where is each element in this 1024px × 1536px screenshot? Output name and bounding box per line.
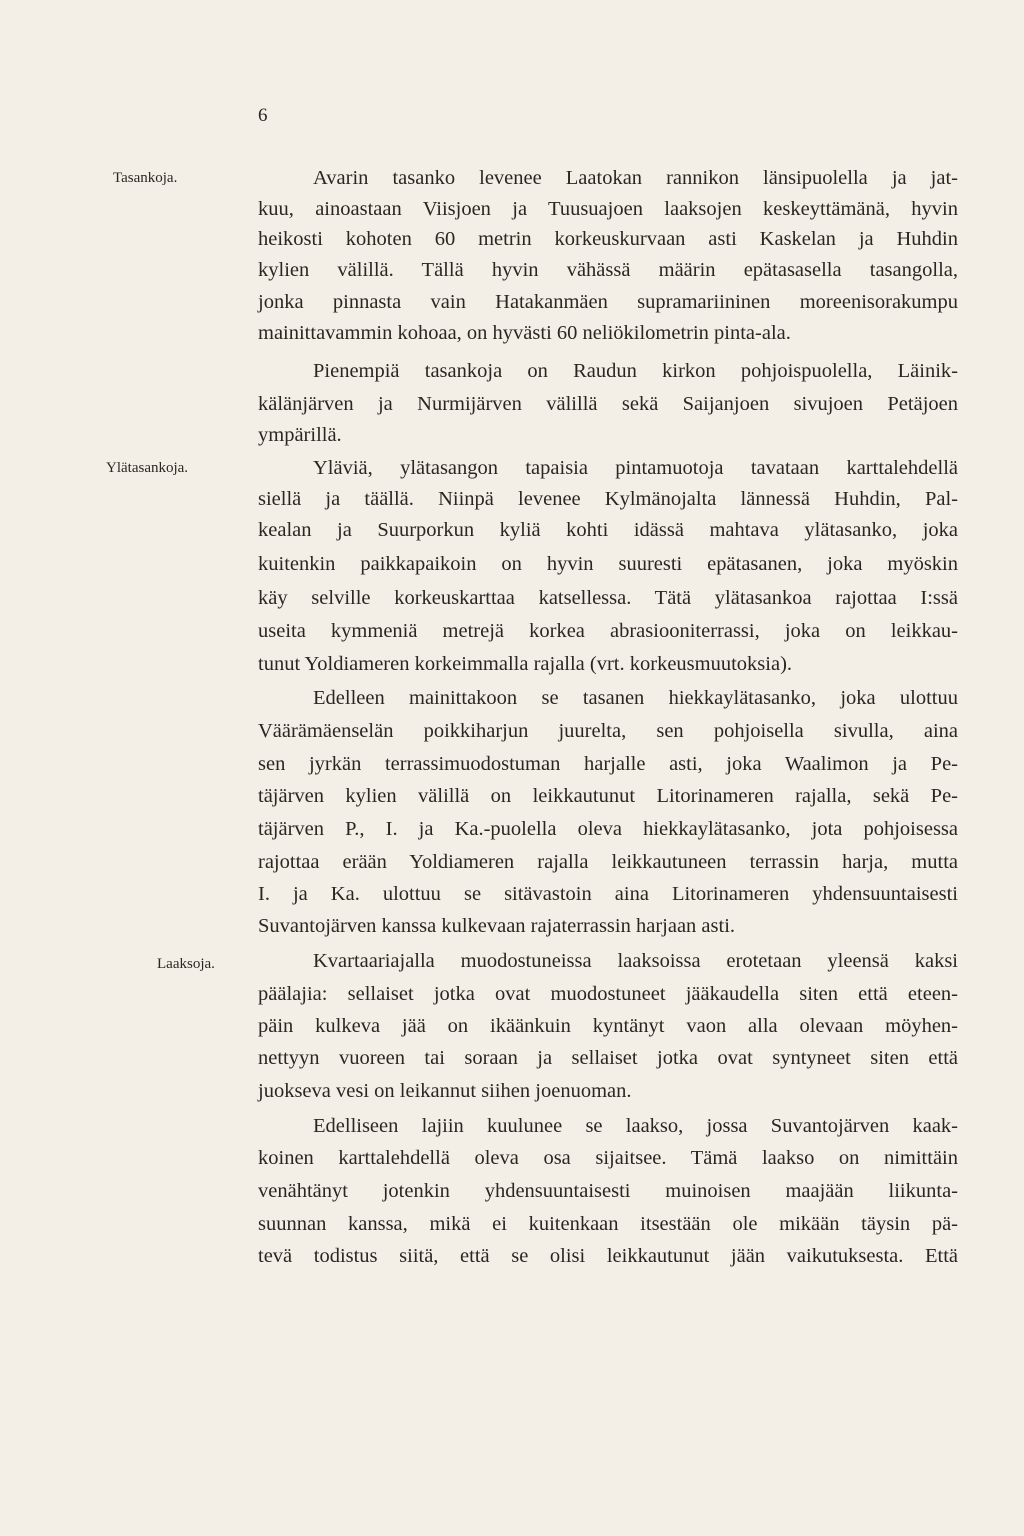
text-line: mainittavammin kohoaa, on hyvästi 60 neliökilometrin pinta-ala. xyxy=(258,322,791,344)
page-number: 6 xyxy=(258,105,268,126)
text-line: kuu, ainoastaan Viisjoen ja Tuusuajoen laaksojen keskeyttämänä, hyvin xyxy=(258,198,958,220)
text-line: Edelleen mainittakoon se tasanen hiekkaylätasanko, joka ulottuu xyxy=(313,687,958,709)
text-line: kuitenkin paikkapaikoin on hyvin suuresti epätasanen, joka myöskin xyxy=(258,553,958,575)
margin-note-laaksoja: Laaksoja. xyxy=(157,956,215,972)
text-line: päälajia: sellaiset jotka ovat muodostuneet jääkaudella siten että eteen- xyxy=(258,983,958,1005)
text-line: juokseva vesi on leikannut siihen joenuoman. xyxy=(258,1080,632,1102)
text-line: useita kymmeniä metrejä korkea abrasiooniterrassi, joka on leikkau- xyxy=(258,620,958,642)
text-line: venähtänyt jotenkin yhdensuuntaisesti muinoisen maajään liikunta- xyxy=(258,1180,958,1202)
text-line: käy selville korkeuskarttaa katsellessa. Tätä ylätasankoa rajottaa I:ssä xyxy=(258,587,958,609)
text-line: heikosti kohoten 60 metrin korkeuskurvaan asti Kaskelan ja Huhdin xyxy=(258,228,958,250)
text-line: päin kulkeva jää on ikäänkuin kyntänyt vaon alla olevaan möyhen- xyxy=(258,1015,958,1037)
text-line: Pienempiä tasankoja on Raudun kirkon pohjoispuolella, Läinik- xyxy=(313,360,958,382)
text-line: Kvartaariajalla muodostuneissa laaksoissa erotetaan yleensä kaksi xyxy=(313,950,958,972)
text-line: Suvantojärven kanssa kulkevaan rajaterrassin harjaan asti. xyxy=(258,915,736,937)
text-line: sen jyrkän terrassimuodostuman harjalle asti, joka Waalimon ja Pe- xyxy=(258,753,958,775)
text-line: siellä ja täällä. Niinpä levenee Kylmänojalta lännessä Huhdin, Pal- xyxy=(258,488,958,510)
text-line: täjärven kylien välillä on leikkautunut Litorinameren rajalla, sekä Pe- xyxy=(258,785,958,807)
text-line: suunnan kanssa, mikä ei kuitenkaan itsestään ole mikään täysin pä- xyxy=(258,1213,958,1235)
text-line: tevä todistus siitä, että se olisi leikkautunut jään vaikutuksesta. Että xyxy=(258,1245,958,1267)
text-line: Edelliseen lajiin kuulunee se laakso, jossa Suvantojärven kaak- xyxy=(313,1115,958,1137)
text-line: kylien välillä. Tällä hyvin vähässä määrin epätasasella tasangolla, xyxy=(258,259,958,281)
text-line: Avarin tasanko levenee Laatokan rannikon länsipuolella ja jat- xyxy=(313,167,958,189)
margin-note-ylatasankoja: Ylätasankoja. xyxy=(106,460,189,476)
text-line: ympärillä. xyxy=(258,424,342,446)
text-line: tunut Yoldiameren korkeimmalla rajalla (vrt. korkeusmuutoksia). xyxy=(258,653,793,675)
text-line: Väärämäenselän poikkiharjun juurelta, sen pohjoisella sivulla, aina xyxy=(258,720,958,742)
text-line: kälänjärven ja Nurmijärven välillä sekä Saijanjoen sivujoen Petäjoen xyxy=(258,393,958,415)
text-line: täjärven P., I. ja Ka.-puolella oleva hiekkaylätasanko, jota pohjoisessa xyxy=(258,818,958,840)
text-line: koinen karttalehdellä oleva osa sijaitsee. Tämä laakso on nimittäin xyxy=(258,1147,958,1169)
text-line: Yläviä, ylätasangon tapaisia pintamuotoja tavataan karttalehdellä xyxy=(313,457,958,479)
margin-note-tasankoja: Tasankoja. xyxy=(113,170,178,186)
text-line: kealan ja Suurporkun kyliä kohti idässä mahtava ylätasanko, joka xyxy=(258,519,958,541)
text-line: jonka pinnasta vain Hatakanmäen supramariininen moreenisorakumpu xyxy=(258,291,958,313)
text-line: I. ja Ka. ulottuu se sitävastoin aina Litorinameren yhdensuuntaisesti xyxy=(258,883,958,905)
text-line: nettyyn vuoreen tai soraan ja sellaiset jotka ovat syntyneet siten että xyxy=(258,1047,958,1069)
text-line: rajottaa erään Yoldiameren rajalla leikkautuneen terrassin harja, mutta xyxy=(258,851,958,873)
